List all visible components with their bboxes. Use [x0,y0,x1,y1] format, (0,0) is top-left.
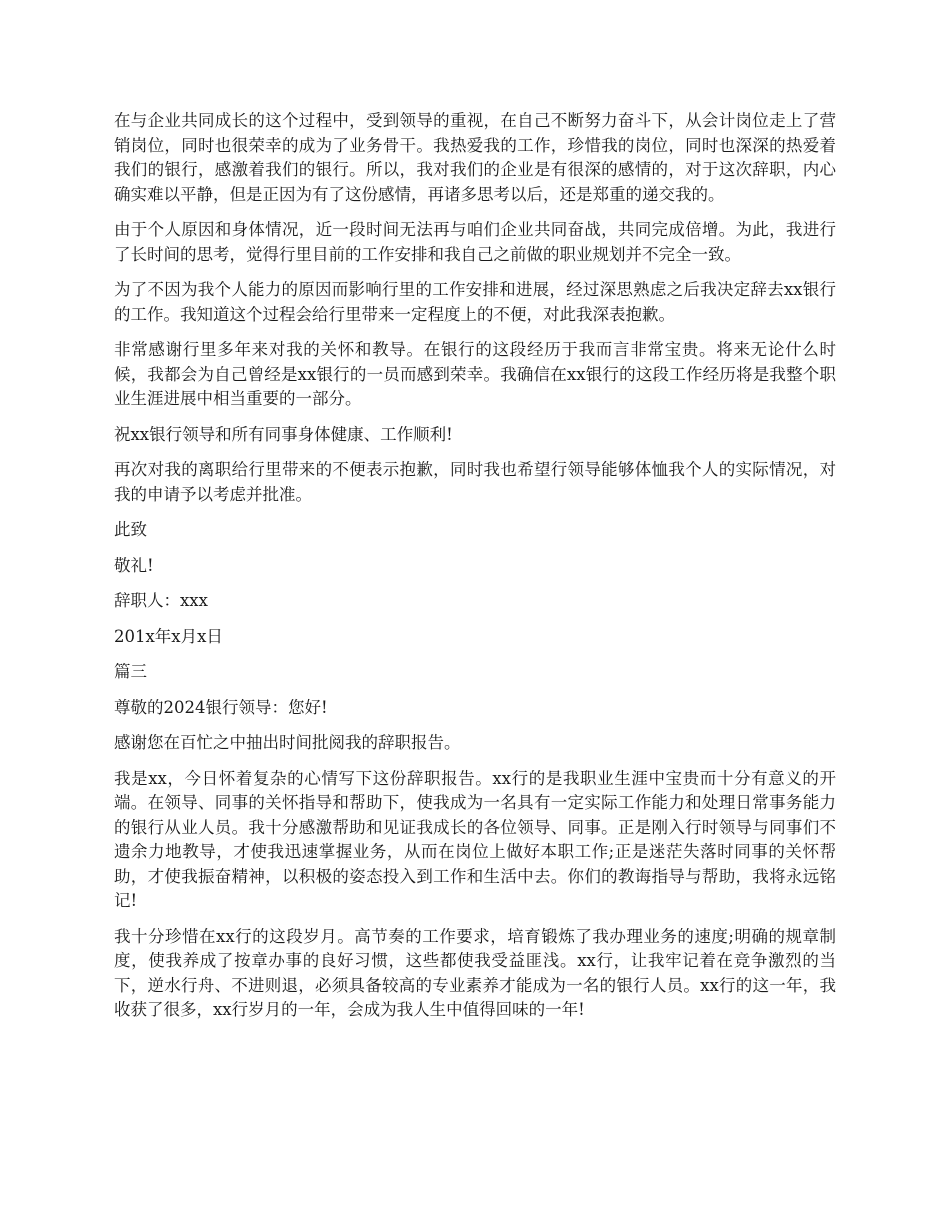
section-heading: 篇三 [114,662,147,681]
signature-line: 辞职人：xxx [114,591,208,610]
paragraph: 再次对我的离职给行里带来的不便表示抱歉，同时我也希望行领导能够体恤我个人的实际情况，对我的申请予以考虑并批准。 [114,460,836,504]
paragraph: 我是xx，今日怀着复杂的心情写下这份辞职报告。xx行的是我职业生涯中宝贵而十分有意义的开端。在领导、同事的关怀指导和帮助下，使我成为一名具有一定实际工作能力和处理日常事务能力的银行从业人员。我十分感激帮助和见证我成长的各位领导、同事。正是刚入行时领导与同事们不遗余力地教导，才使我迅速掌握业务，从而在岗位上做好本职工作;正是迷茫失落时同事的关怀帮助，才使我振奋精神，以积极的姿态投入到工作和生活中去。你们的教诲指导与帮助，我将永远铭记! [114,768,836,910]
date-line: 201x年x月x日 [114,626,223,646]
paragraph: 我十分珍惜在xx行的这段岁月。高节奏的工作要求，培育锻炼了我办理业务的速度;明确的规章制度，使我养成了按章办事的良好习惯，这些都使我受益匪浅。xx行，让我牢记着在竞争激烈的当下，逆水行舟、不进则退，必须具备较高的专业素养才能成为一名的银行人员。xx行的这一年，我收获了很多，xx行岁月的一年，会成为我人生中值得回味的一年! [114,926,836,1019]
paragraph: 由于个人原因和身体情况，近一段时间无法再与咱们企业共同奋战，共同完成倍增。为此，我进行了长时间的思考，觉得行里目前的工作安排和我自己之前做的职业规划并不完全一致。 [114,220,836,264]
document-body [114,109,836,1034]
paragraph: 为了不因为我个人能力的原因而影响行里的工作安排和进展，经过深思熟虑之后我决定辞去xx银行的工作。我知道这个过程会给行里带来一定程度上的不便，对此我深表抱歉。 [114,280,836,324]
closing-regards: 敬礼! [114,555,154,575]
paragraph: 在与企业共同成长的这个过程中，受到领导的重视，在自己不断努力奋斗下，从会计岗位走上了营销岗位，同时也很荣幸的成为了业务骨干。我热爱我的工作，珍惜我的岗位，同时也深深的热爱着我们的银行，感激着我们的银行。所以，我对我们的企业是有很深的感情的，对于这次辞职，内心确实难以平静，但是正因为有了这份感情，再诸多思考以后，还是郑重的递交我的。 [114,111,836,204]
paragraph: 感谢您在百忙之中抽出时间批阅我的辞职报告。 [114,733,461,752]
paragraph: 祝xx银行领导和所有同事身体健康、工作顺利! [114,424,453,444]
letter-greeting: 尊敬的2024银行领导：您好! [114,697,328,717]
paragraph: 非常感谢行里多年来对我的关怀和教导。在银行的这段经历于我而言非常宝贵。将来无论什么时候，我都会为自己曾经是xx银行的一员而感到荣幸。我确信在xx银行的这段工作经历将是我整个职业生涯进展中相当重要的一部分。 [114,340,836,408]
closing-salutation: 此致 [114,520,147,539]
